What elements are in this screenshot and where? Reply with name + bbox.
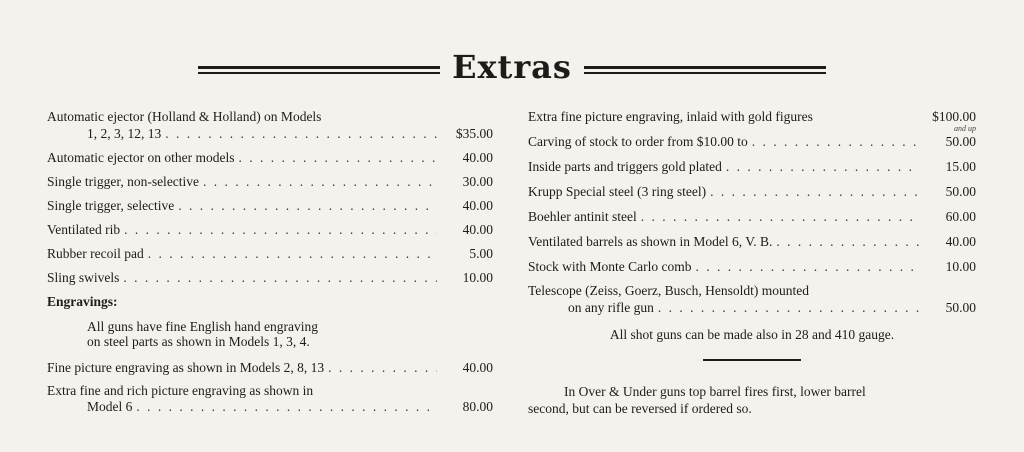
item-label: Extra fine picture engraving, inlaid with gold figures: [528, 109, 813, 124]
item-price: 50.00: [945, 184, 976, 199]
item-label-line2: Model 6: [87, 399, 133, 414]
item-label-line1: Telescope (Zeiss, Goerz, Busch, Hensoldt) mounted: [528, 283, 809, 298]
price-item: [528, 233, 976, 250]
item-price: 10.00: [462, 270, 493, 285]
dot-leader: [203, 173, 437, 190]
item-label: Krupp Special steel (3 ring steel): [528, 184, 707, 199]
engravings-description: [47, 319, 493, 349]
price-item-extra-fine: [47, 383, 493, 415]
right-price-column: [528, 108, 976, 417]
price-item: [47, 197, 493, 214]
dot-leader: [726, 158, 920, 175]
dot-leader: [148, 245, 437, 262]
item-label: Carving of stock to order from $10.00 to: [528, 134, 748, 149]
price-item: [47, 149, 493, 166]
dot-leader: [165, 125, 437, 142]
item-label: Single trigger, selective: [47, 198, 175, 213]
section-divider: [703, 359, 801, 361]
item-label-line1: Automatic ejector (Holland & Holland) on Models: [47, 109, 322, 124]
dot-leader: [238, 149, 437, 166]
item-label: Automatic ejector on other models: [47, 150, 235, 165]
item-price: 50.00: [945, 134, 976, 149]
item-price: 15.00: [945, 159, 976, 174]
item-price: $100.00: [932, 109, 976, 124]
price-item: [528, 133, 976, 150]
engravings-heading: Engravings:: [47, 294, 118, 309]
over-under-line2: second, but can be reversed if ordered so.: [528, 401, 752, 416]
item-price: 80.00: [462, 399, 493, 414]
price-item-fine-picture: [47, 359, 493, 376]
price-item: [47, 221, 493, 238]
item-price: 40.00: [462, 198, 493, 213]
title-header: [0, 48, 1024, 88]
price-item: [528, 258, 976, 275]
price-item-telescope: [528, 283, 976, 316]
item-label: Ventilated barrels as shown in Model 6, V. B.: [528, 234, 773, 249]
gauge-note: All shot guns can be made also in 28 and 410 gauge.: [609, 327, 895, 342]
dot-leader: [641, 208, 920, 225]
left-price-column: [47, 108, 493, 415]
item-price: 40.00: [462, 150, 493, 165]
dot-leader: [178, 197, 437, 214]
dot-leader: [328, 359, 437, 376]
title-rule-left: [198, 66, 440, 74]
price-item-gold-inlay: [528, 108, 976, 133]
dot-leader: [710, 183, 920, 200]
item-label: Boehler antinit steel: [528, 209, 637, 224]
item-label: Sling swivels: [47, 270, 120, 285]
dot-leader: [124, 221, 437, 238]
price-item: [47, 245, 493, 262]
price-item-ejector-hh: [47, 108, 493, 142]
price-item: [528, 208, 976, 225]
item-label-line2: 1, 2, 3, 12, 13: [87, 126, 162, 141]
price-item: [528, 183, 976, 200]
dot-leader: [752, 133, 920, 150]
over-under-line1: In Over & Under guns top barrel fires first, lower barrel: [564, 384, 866, 399]
dot-leader: [695, 258, 920, 275]
item-price: 10.00: [945, 259, 976, 274]
dot-leader: [136, 398, 437, 415]
item-price: 40.00: [945, 234, 976, 249]
page-title: Extras: [452, 48, 572, 86]
item-label-line2: on any rifle gun: [568, 300, 654, 315]
item-label-line1: Extra fine and rich picture engraving as shown in: [47, 383, 314, 398]
item-price: 30.00: [462, 174, 493, 189]
over-under-note: [528, 383, 976, 417]
price-item: [528, 158, 976, 175]
dot-leader: [123, 269, 437, 286]
item-label: Stock with Monte Carlo comb: [528, 259, 692, 274]
item-price: $35.00: [455, 126, 493, 141]
dot-leader: [658, 299, 920, 316]
price-note: and up: [954, 124, 976, 133]
engravings-line2: on steel parts as shown in Models 1, 3, 4.: [87, 334, 310, 349]
item-price: 40.00: [462, 360, 493, 375]
item-label: Ventilated rib: [47, 222, 121, 237]
item-label: Rubber recoil pad: [47, 246, 144, 261]
item-price: 50.00: [945, 300, 976, 315]
item-price: 40.00: [462, 222, 493, 237]
price-item: [47, 269, 493, 286]
item-label: Fine picture engraving as shown in Models 2, 8, 13: [47, 360, 325, 375]
title-rule-right: [584, 66, 826, 74]
price-item: [47, 173, 493, 190]
item-price: 60.00: [945, 209, 976, 224]
item-label: Inside parts and triggers gold plated: [528, 159, 722, 174]
item-label: Single trigger, non-selective: [47, 174, 200, 189]
item-price: 5.00: [469, 246, 493, 261]
dot-leader: [776, 233, 920, 250]
engravings-line1: All guns have fine English hand engraving: [87, 319, 318, 334]
